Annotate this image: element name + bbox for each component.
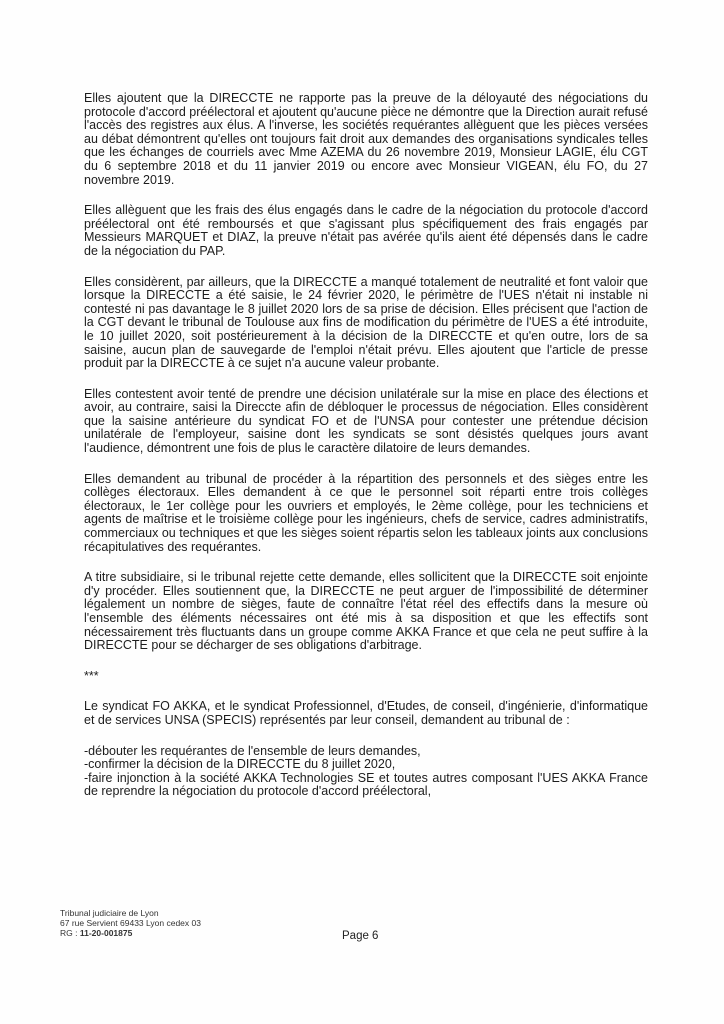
court-name: Tribunal judiciaire de Lyon [60, 908, 159, 918]
court-footer [60, 908, 280, 938]
paragraph-3: Elles considèrent, par ailleurs, que la DIRECCTE a manqué totalement de neutralité et font valoir que lorsque la DIRECCTE a été saisie, le 24 février 2020, le périmètre de l'UES n'était ni instable ni contesté ni pas davantage le 8 juillet 2020 lors de sa prise de décision. Elles précisent que l'action de la CGT devant le tribunal de Toulouse aux fins de modification du périmètre de l'UES a été introduite, le 10 juillet 2020, soit postérieurement à la décision de la DIRECCTE et qu'en outre, lors de sa saisine, aucun plan de sauvegarde de l'emploi n'était prévu. Elles ajoutent que l'article de presse produit par la DIRECCTE à ce sujet n'a aucune valeur probante. [84, 274, 648, 371]
paragraph-1: Elles ajoutent que la DIRECCTE ne rapporte pas la preuve de la déloyauté des négociations du protocole d'accord préélectoral et ajoutent qu'aucune pièce ne démontre que la Direction aurait refusé l'accès des registres aux élus. A l'inverse, les sociétés requérantes allèguent que les pièces versées au débat démontrent qu'elles ont toujours fait droit aux demandes des organisations syndicales telles que les échanges de courriels avec Mme AZEMA du 26 novembre 2019, Monsieur LAGIE, élu CGT du 6 septembre 2018 et du 11 janvier 2019 ou encore avec Monsieur VIGEAN, élu FO, du 27 novembre 2019. [84, 91, 648, 187]
request-item-1: -débouter les requérantes de l'ensemble de leurs demandes, [84, 743, 421, 758]
section-separator: *** [84, 668, 99, 683]
court-address: 67 rue Servient 69433 Lyon cedex 03 [60, 918, 201, 928]
document-body [84, 92, 648, 799]
page-number: Page 6 [342, 930, 379, 942]
paragraph-4: Elles contestent avoir tenté de prendre une décision unilatérale sur la mise en place des élections et avoir, au contraire, saisi la Direccte afin de débloquer le processus de négociation. Elles considèrent que la saisine antérieure du syndicat FO et de l'UNSA pour contester une prétendue décision unilatérale de l'employeur, saisine dont les syndicats se sont désistés quelques jours avant l'audience, démontrent une fois de plus le caractère dilatoire de leurs demandes. [84, 386, 648, 456]
paragraph-5: Elles demandent au tribunal de procéder à la répartition des personnels et des sièges entre les collèges électoraux. Elles demandent à ce que le personnel soit réparti entre trois collèges électoraux, le 1er collège pour les ouvriers et employés, le 2ème collège, pour les techniciens et agents de maîtrise et le troisième collège pour les ingénieurs, chefs de service, cadres administratifs, commerciaux ou techniques et que les sièges soient répartis selon les tableaux joints aux conclusions récapitulatives des requérantes. [84, 471, 648, 554]
request-item-3: -faire injonction à la société AKKA Technologies SE et toutes autres composant l'UES AKKA France de reprendre la négociation du protocole d'accord préélectoral, [84, 770, 648, 799]
requests-list [84, 745, 648, 799]
paragraph-2: Elles allèguent que les frais des élus engagés dans le cadre de la négociation du protocole d'accord préélectoral ont été remboursés et que s'agissant plus spécifiquement des frais engagés par Messieurs MARQUET et DIAZ, la preuve n'était pas avérée qu'ils aient été dépensés dans le cadre de la négociation du PAP. [84, 203, 648, 258]
request-item-2: -confirmer la décision de la DIRECCTE du 8 juillet 2020, [84, 757, 396, 772]
case-reference-number: 11-20-001875 [79, 928, 133, 938]
paragraph-6: A titre subsidiaire, si le tribunal rejette cette demande, elles sollicitent que la DIRECCTE soit enjointe d'y procéder. Elles soutiennent que, la DIRECCTE ne peut arguer de l'impossibilité de déterminer légalement un nombre de sièges, faute de connaître l'état réel des effectifs dans la mesure où l'ensemble des éléments nécessaires ont été mis à sa disposition et que les effectifs sont nécessairement très fluctuants dans un groupe comme AKKA France et que cela ne peut suffire à la DIRECCTE pour se décharger de ses obligations d'arbitrage. [84, 570, 648, 653]
case-reference [60, 928, 280, 938]
case-reference-label: RG : [60, 928, 78, 938]
unions-intro-paragraph: Le syndicat FO AKKA, et le syndicat Professionnel, d'Etudes, de conseil, d'ingénierie, d'informatique et de services UNSA (SPECIS) représentés par leur conseil, demandent au tribunal de : [84, 699, 648, 727]
